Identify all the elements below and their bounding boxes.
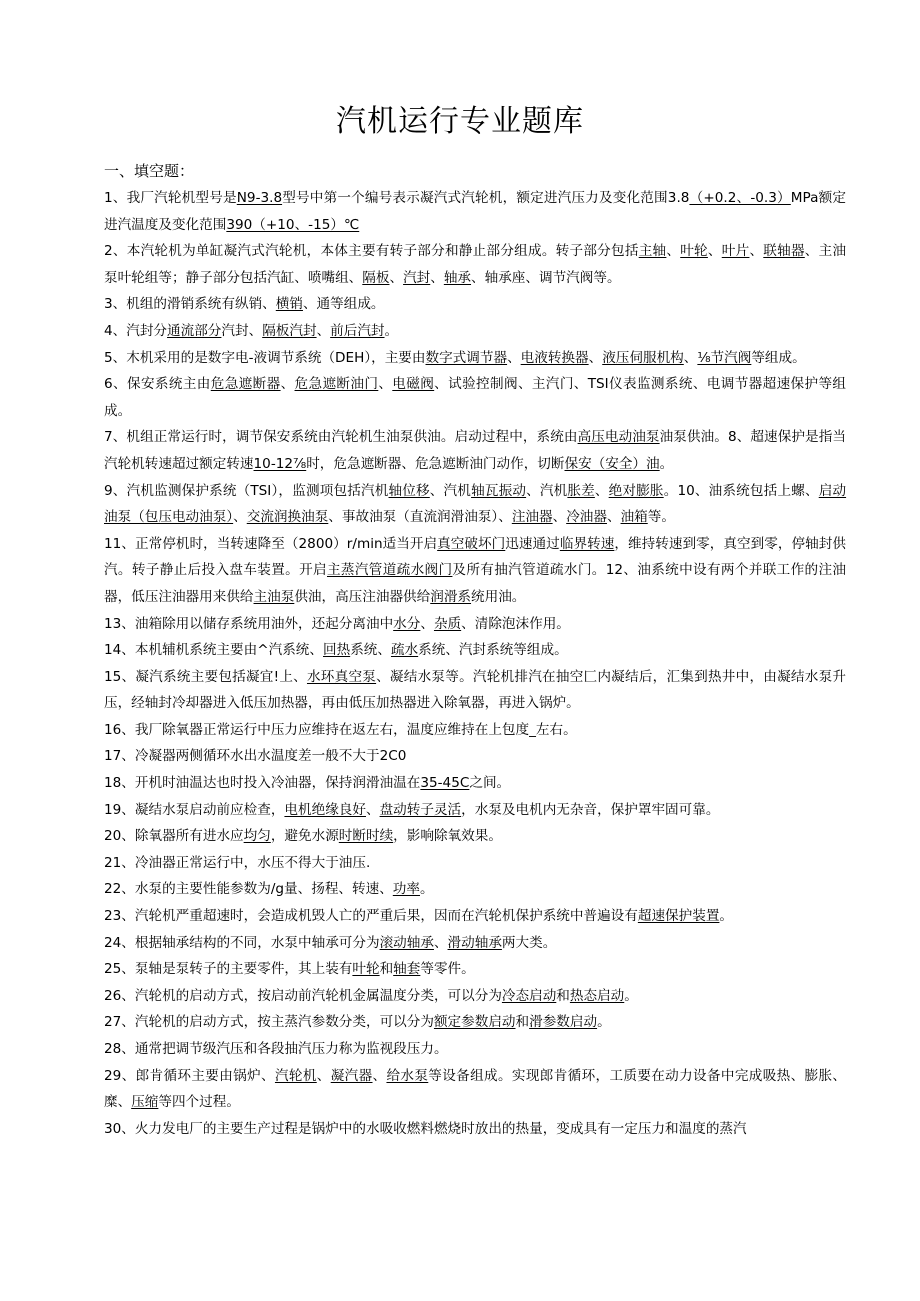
question-text: 和 <box>379 961 394 978</box>
question-text: 等设备组成。实现郎肯循环，工质要在动力设备中完成吸热、膨胀、糜、 <box>104 1067 847 1111</box>
question-text: 汽封、 <box>221 322 263 339</box>
question-paragraph <box>104 743 846 770</box>
answer-blank: 杂质 <box>433 615 462 632</box>
answer-blank: 隔板汽封 <box>262 322 317 339</box>
question-text: 13、油箱除用以储存系统用油外，还起分离油中 <box>104 615 394 632</box>
question-text: 24、根据轴承结构的不同，水泵中轴承可分为 <box>104 934 380 951</box>
answer-blank: 电磁阀 <box>392 376 435 393</box>
question-paragraph <box>104 318 846 345</box>
question-text: 迅速通过 <box>505 535 560 552</box>
question-paragraph <box>104 531 846 611</box>
answer-blank: 油箱 <box>620 509 648 526</box>
question-text: 16、我厂除氧器正常运行中压力应维持在返左右，温度应维持在上包度_左右。 <box>104 721 577 738</box>
answer-blank: 冷态启动 <box>501 987 557 1004</box>
question-text: 。 <box>719 908 734 925</box>
answer-blank: 电机绝缘良好 <box>284 801 366 818</box>
answer-blank: 热态启动 <box>569 987 625 1004</box>
answer-blank: 数字式调节器 <box>425 349 508 366</box>
question-paragraph <box>104 797 846 824</box>
answer-blank: 盘动转子灵活 <box>379 801 462 818</box>
question-text: 28、通常把调节级汽压和各段抽汽压力称为监视段压力。 <box>104 1041 448 1057</box>
question-text: 、 <box>420 615 434 632</box>
question-text: 11、正常停机时，当转速降至（2800）r/min适当开启 <box>104 535 438 552</box>
question-text: MPa额定进汽温度及变化范围 <box>104 190 846 233</box>
question-paragraph <box>104 717 846 744</box>
answer-blank: 主油泵 <box>253 588 295 605</box>
answer-blank: 冷油器 <box>566 509 607 526</box>
question-text: 7、机组正常运行时，调节保安系统由汽轮机生油泵供油。启动过程中，系统由 <box>104 429 578 446</box>
answer-blank: （+0.2、-0.3） <box>689 190 791 206</box>
answer-blank: 润滑系 <box>430 588 472 605</box>
question-text: 27、汽轮机的启动方式，按主蒸汽参数分类，可以分为 <box>104 1014 434 1031</box>
question-text: ，维持转速到零，真空到零，停轴封供汽。转子静止后投入盘车装置。开启 <box>104 535 847 579</box>
answer-blank: 横销 <box>275 296 303 313</box>
question-text: 、 <box>378 376 393 393</box>
question-text: 、 <box>552 509 567 526</box>
question-paragraph <box>104 1036 846 1063</box>
question-text: 、试验控制阀、主汽门、TSI仪表监测系统、电调节器超速保护等组成。 <box>104 376 847 419</box>
question-text: 、 <box>280 376 295 393</box>
question-text: 、汽机 <box>429 482 472 499</box>
question-paragraph <box>104 876 846 903</box>
question-text: 等零件。 <box>420 961 475 978</box>
question-text: 。 <box>624 987 638 1004</box>
answer-blank: 水环真空泵 <box>306 668 377 685</box>
answer-blank: 叶轮 <box>352 961 380 978</box>
answer-blank: 隔板 <box>362 269 390 286</box>
answer-blank: 轴瓦振动 <box>471 482 527 499</box>
question-text: 之间。 <box>469 775 511 792</box>
answer-blank: 前后汽封 <box>330 322 385 339</box>
answer-blank: 水分 <box>393 615 421 632</box>
question-text: 、 <box>588 349 603 366</box>
question-text: 等组成。 <box>751 349 806 366</box>
answer-blank: 10-12⅞ <box>253 455 307 472</box>
question-list <box>104 185 846 1142</box>
question-paragraph <box>104 424 846 477</box>
answer-blank: ⅛节汽阀 <box>697 349 752 366</box>
answer-blank: 疏水 <box>390 642 419 659</box>
question-text: 1、我厂汽轮机型号是 <box>104 190 237 206</box>
answer-blank: 滚动轴承 <box>379 934 434 951</box>
question-text: 17、冷凝器两侧循环水出水温度差一般不大于2C0 <box>104 748 407 765</box>
answer-blank: 叶片 <box>721 243 750 260</box>
question-text: 。 <box>419 881 434 898</box>
answer-blank: 联轴器 <box>763 243 805 260</box>
question-text: 、 <box>666 243 681 260</box>
page-title: 汽机运行专业题库 <box>336 104 584 139</box>
question-paragraph <box>104 850 846 877</box>
question-text: 、 <box>389 269 404 286</box>
question-text: 5、木机采用的是数字电-液调节系统（DEH），主要由 <box>104 349 426 366</box>
answer-blank: 电液转换器 <box>520 349 589 366</box>
answer-blank: 轴位移 <box>388 482 430 499</box>
question-text: 。 <box>597 1014 611 1031</box>
answer-blank: 汽轮机 <box>274 1067 317 1084</box>
question-text: 。 <box>384 322 399 339</box>
question-text: 15、凝汽系统主要包括凝宜!上、 <box>104 668 307 685</box>
question-text: 、 <box>594 482 609 499</box>
answer-blank: 轴承 <box>443 269 472 286</box>
question-text: 、 <box>433 934 448 951</box>
answer-blank: 液压伺服机构 <box>602 349 684 366</box>
answer-blank: 注油器 <box>511 509 553 526</box>
question-paragraph <box>104 1063 846 1116</box>
answer-blank: 滑参数启动 <box>529 1014 598 1031</box>
section-heading: 一、填空题： <box>104 162 195 180</box>
question-text: 9、汽机监测保护系统（TSI），监测项包括汽机 <box>104 482 389 499</box>
question-text: 、通等组成。 <box>302 296 385 313</box>
question-paragraph <box>104 770 846 797</box>
answer-blank: 胀差 <box>567 482 595 499</box>
question-text: 、凝结水泵等。汽轮机排汽在抽空匚内凝结后，汇集到热井中，由凝结水泵升压，经轴封冷却器进入低压加热器，再由低压加热器进入除氧器，再进入锅炉。 <box>104 668 846 712</box>
question-text: 18、开机时油温达也时投入冷油器，保持润滑油温在 <box>104 775 421 792</box>
question-text: 和 <box>556 987 570 1004</box>
question-text: 系统、 <box>350 642 391 659</box>
question-text: 及所有抽汽管道疏水门。12、油系统中设有两个并联工作的注油器，低压注油器用来供给 <box>104 562 847 605</box>
question-text: 14、本机辅机系统主要由^汽系统、 <box>104 642 323 659</box>
question-text: 2、本汽轮机为单缸凝汽式汽轮机，本体主要有转子部分和静止部分组成。转子部分包括 <box>104 243 639 260</box>
question-text: 19、凝结水泵启动前应检查， <box>104 801 285 818</box>
answer-blank: 交流润换油泵 <box>246 509 329 526</box>
question-paragraph <box>104 371 846 424</box>
answer-blank: 真空破坏门 <box>437 535 506 552</box>
question-text: 22、水泵的主要性能参数为/g量、扬程、转速、 <box>104 881 393 898</box>
question-text: 等。 <box>647 509 675 526</box>
answer-blank: 保安（安全）油 <box>564 455 660 472</box>
answer-blank: 凝汽器 <box>330 1067 373 1084</box>
question-text: 、轴承座、调节汽阀等。 <box>471 269 621 286</box>
question-text: ，水泵及电机内无杂音，保护罩牢固可靠。 <box>461 801 720 818</box>
question-text: 。10、油系统包括上螺、 <box>663 482 819 499</box>
question-text: 、 <box>707 243 722 260</box>
question-text: 20、除氧器所有进水应 <box>104 828 244 845</box>
question-text: 6、保安系统主由 <box>104 376 211 393</box>
answer-blank: 主蒸汽管道疏水阀门 <box>326 562 453 579</box>
question-text: 23、汽轮机严重超速时，会造成机毁人亡的严重后果，因而在汽轮机保护系统中普遍设有 <box>104 908 638 925</box>
question-text: 、事故油泵（直流润滑油泵）、 <box>328 509 512 526</box>
question-paragraph <box>104 1009 846 1036</box>
question-text: 统用油。 <box>471 588 526 605</box>
question-text: 29、郎肯循环主要由锅炉、 <box>104 1067 275 1084</box>
question-paragraph <box>104 983 846 1010</box>
answer-blank: 汽封 <box>403 269 431 286</box>
answer-blank: 叶轮 <box>680 243 708 260</box>
question-text: 3、机组的滑销系统有纵销、 <box>104 296 276 313</box>
answer-blank: 均匀 <box>243 828 271 845</box>
question-text: 。 <box>659 455 674 472</box>
answer-blank: N9-3.8 <box>236 190 283 206</box>
question-paragraph <box>104 664 846 717</box>
question-paragraph <box>104 238 846 291</box>
answer-blank: 超速保护装置 <box>637 908 720 925</box>
answer-blank: 35-45C <box>420 775 470 792</box>
question-text: 、 <box>233 509 247 526</box>
question-text: 、 <box>372 1067 387 1084</box>
question-text: 时，危急遮断器、危急遮断油门动作，切断 <box>306 455 565 472</box>
answer-blank: 通流部分 <box>167 322 222 339</box>
answer-blank: 回热 <box>323 642 351 659</box>
question-text: 油泵供油。8、超速保护是指当汽轮机转速超过额定转速 <box>104 429 846 472</box>
question-paragraph <box>104 478 846 531</box>
answer-blank: 额定参数启动 <box>433 1014 516 1031</box>
question-paragraph <box>104 637 846 664</box>
question-paragraph <box>104 930 846 957</box>
question-paragraph <box>104 903 846 930</box>
question-text: 、 <box>316 322 331 339</box>
question-text: 、 <box>606 509 621 526</box>
question-text: 26、汽轮机的启动方式，按启动前汽轮机金属温度分类，可以分为 <box>104 987 502 1004</box>
question-text: 供油，高压注油器供给 <box>294 588 431 605</box>
question-text: 和 <box>515 1014 530 1031</box>
answer-blank: 轴套 <box>393 961 421 978</box>
question-text: 、汽机 <box>526 482 568 499</box>
question-text: 、 <box>430 269 444 286</box>
question-text: 、 <box>507 349 521 366</box>
answer-blank: 主轴 <box>638 243 667 260</box>
question-paragraph <box>104 823 846 850</box>
question-text: 、 <box>683 349 698 366</box>
answer-blank: 危急遮断器 <box>210 376 281 393</box>
answer-blank: 时断时续 <box>338 828 394 845</box>
question-text: 30、火力发电厂的主要生产过程是锅炉中的水吸收燃料燃烧时放出的热量，变成具有一定压力和温度的蒸汽 <box>104 1120 747 1137</box>
question-text: 25、泵轴是泵转子的主要零件，其上装有 <box>104 961 353 978</box>
question-paragraph <box>104 291 846 318</box>
question-text: 、 <box>749 243 764 260</box>
question-text: 4、汽封分 <box>104 322 168 339</box>
question-text: 、主油泵叶轮组等；静子部分包括汽缸、喷嘴组、 <box>104 243 847 286</box>
question-text: ，避免水源 <box>270 828 339 845</box>
question-text: ，影响除氧效果。 <box>393 828 502 845</box>
question-text: 、 <box>316 1067 331 1084</box>
question-text: 、 <box>365 801 380 818</box>
answer-blank: 功率 <box>392 881 420 898</box>
answer-blank: 给水泵 <box>386 1067 429 1084</box>
answer-blank: 高压电动油泵 <box>577 429 660 446</box>
question-paragraph <box>104 1116 846 1143</box>
question-text: 两大类。 <box>501 934 557 951</box>
question-paragraph <box>104 611 846 638</box>
question-text: 系统、汽封系统等组成。 <box>418 642 568 659</box>
question-paragraph <box>104 185 846 238</box>
answer-blank: 危急遮断油门 <box>294 376 379 393</box>
question-text: 等四个过程。 <box>158 1094 240 1111</box>
answer-blank: 压缩 <box>131 1094 159 1111</box>
question-text: 、清除泡沫作用。 <box>461 615 570 632</box>
question-text: 型号中第一个编号表示凝汽式汽轮机，额定进汽压力及变化范围3.8 <box>282 190 690 206</box>
answer-blank: 滑动轴承 <box>447 934 502 951</box>
question-text: 21、冷油器正常运行中，水压不得大于油压. <box>104 854 371 871</box>
question-paragraph <box>104 956 846 983</box>
question-paragraph <box>104 345 846 372</box>
answer-blank: 绝对膨胀 <box>608 482 664 499</box>
answer-blank: 390（+10、-15）℃ <box>226 216 360 233</box>
answer-blank: 临界转速 <box>559 535 615 552</box>
answer-blank: 启动油泵（包压电动油泵） <box>104 482 847 526</box>
